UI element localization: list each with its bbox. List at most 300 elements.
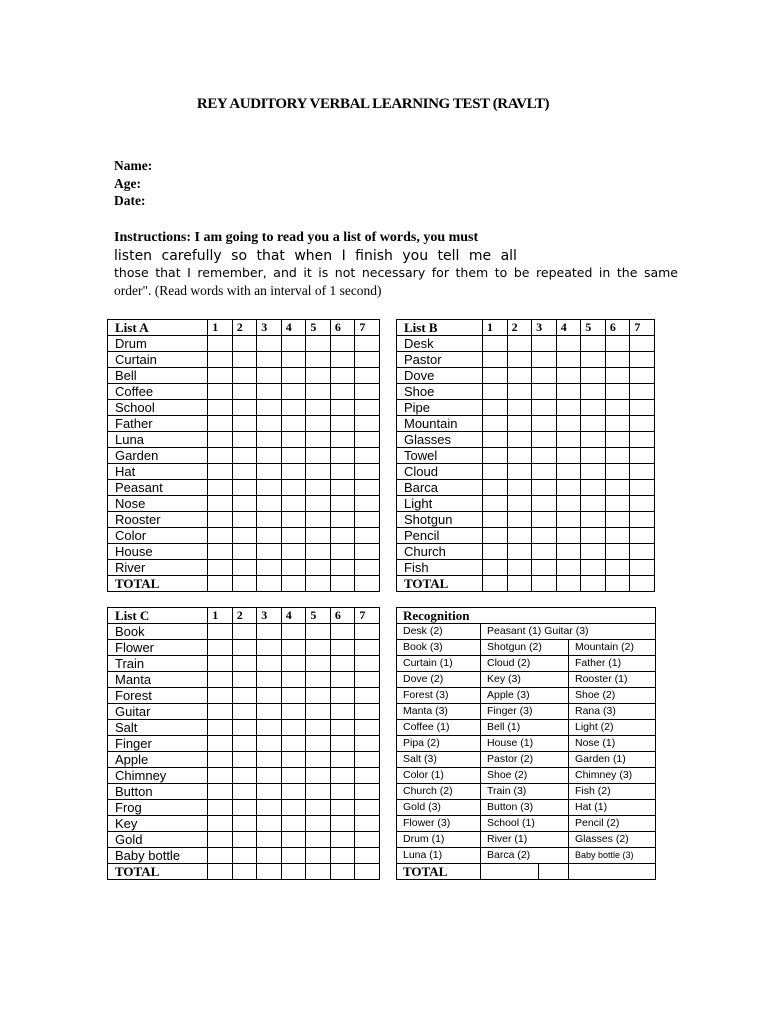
- response-cell[interactable]: [257, 464, 282, 480]
- response-cell[interactable]: [532, 384, 557, 400]
- response-cell[interactable]: [257, 832, 282, 848]
- response-cell[interactable]: [330, 528, 355, 544]
- total-cell[interactable]: [569, 864, 656, 880]
- response-cell[interactable]: [507, 528, 532, 544]
- response-cell[interactable]: [330, 672, 355, 688]
- response-cell[interactable]: [483, 512, 508, 528]
- response-cell[interactable]: [232, 368, 257, 384]
- response-cell[interactable]: [257, 560, 282, 576]
- response-cell[interactable]: [257, 384, 282, 400]
- response-cell[interactable]: [605, 416, 630, 432]
- response-cell[interactable]: [355, 368, 380, 384]
- response-cell[interactable]: [355, 640, 380, 656]
- response-cell[interactable]: [556, 480, 581, 496]
- response-cell[interactable]: [232, 768, 257, 784]
- response-cell[interactable]: [232, 352, 257, 368]
- response-cell[interactable]: [257, 768, 282, 784]
- response-cell[interactable]: [257, 480, 282, 496]
- response-cell[interactable]: [208, 400, 233, 416]
- response-cell[interactable]: [257, 336, 282, 352]
- response-cell[interactable]: [330, 848, 355, 864]
- response-cell[interactable]: [306, 464, 331, 480]
- response-cell[interactable]: [232, 688, 257, 704]
- response-cell[interactable]: [483, 496, 508, 512]
- response-cell[interactable]: [605, 384, 630, 400]
- response-cell[interactable]: [232, 784, 257, 800]
- response-cell[interactable]: [281, 560, 306, 576]
- total-cell[interactable]: [232, 576, 257, 592]
- response-cell[interactable]: [355, 800, 380, 816]
- response-cell[interactable]: [355, 768, 380, 784]
- response-cell[interactable]: [630, 544, 655, 560]
- response-cell[interactable]: [483, 528, 508, 544]
- response-cell[interactable]: [581, 480, 606, 496]
- response-cell[interactable]: [208, 368, 233, 384]
- response-cell[interactable]: [281, 688, 306, 704]
- total-cell[interactable]: [257, 864, 282, 880]
- response-cell[interactable]: [232, 496, 257, 512]
- response-cell[interactable]: [532, 368, 557, 384]
- response-cell[interactable]: [483, 400, 508, 416]
- response-cell[interactable]: [483, 448, 508, 464]
- response-cell[interactable]: [330, 624, 355, 640]
- response-cell[interactable]: [306, 624, 331, 640]
- total-cell[interactable]: [483, 576, 508, 592]
- response-cell[interactable]: [630, 384, 655, 400]
- response-cell[interactable]: [306, 480, 331, 496]
- total-cell[interactable]: [581, 576, 606, 592]
- response-cell[interactable]: [630, 432, 655, 448]
- response-cell[interactable]: [306, 800, 331, 816]
- response-cell[interactable]: [232, 336, 257, 352]
- response-cell[interactable]: [581, 560, 606, 576]
- response-cell[interactable]: [306, 752, 331, 768]
- response-cell[interactable]: [281, 512, 306, 528]
- response-cell[interactable]: [257, 688, 282, 704]
- response-cell[interactable]: [208, 560, 233, 576]
- response-cell[interactable]: [208, 704, 233, 720]
- response-cell[interactable]: [281, 624, 306, 640]
- response-cell[interactable]: [507, 480, 532, 496]
- response-cell[interactable]: [556, 336, 581, 352]
- response-cell[interactable]: [556, 544, 581, 560]
- response-cell[interactable]: [281, 496, 306, 512]
- response-cell[interactable]: [306, 704, 331, 720]
- response-cell[interactable]: [507, 352, 532, 368]
- response-cell[interactable]: [281, 736, 306, 752]
- total-cell[interactable]: [630, 576, 655, 592]
- response-cell[interactable]: [355, 528, 380, 544]
- response-cell[interactable]: [532, 528, 557, 544]
- response-cell[interactable]: [630, 400, 655, 416]
- response-cell[interactable]: [355, 544, 380, 560]
- response-cell[interactable]: [330, 560, 355, 576]
- response-cell[interactable]: [281, 480, 306, 496]
- response-cell[interactable]: [483, 368, 508, 384]
- response-cell[interactable]: [281, 368, 306, 384]
- response-cell[interactable]: [507, 384, 532, 400]
- response-cell[interactable]: [483, 560, 508, 576]
- response-cell[interactable]: [630, 464, 655, 480]
- response-cell[interactable]: [257, 528, 282, 544]
- response-cell[interactable]: [532, 400, 557, 416]
- response-cell[interactable]: [281, 832, 306, 848]
- total-cell[interactable]: [208, 576, 233, 592]
- response-cell[interactable]: [208, 528, 233, 544]
- response-cell[interactable]: [507, 464, 532, 480]
- response-cell[interactable]: [208, 848, 233, 864]
- response-cell[interactable]: [605, 400, 630, 416]
- response-cell[interactable]: [281, 768, 306, 784]
- response-cell[interactable]: [630, 528, 655, 544]
- response-cell[interactable]: [556, 416, 581, 432]
- response-cell[interactable]: [232, 416, 257, 432]
- response-cell[interactable]: [232, 624, 257, 640]
- response-cell[interactable]: [532, 512, 557, 528]
- response-cell[interactable]: [232, 848, 257, 864]
- response-cell[interactable]: [232, 816, 257, 832]
- response-cell[interactable]: [232, 448, 257, 464]
- response-cell[interactable]: [556, 464, 581, 480]
- response-cell[interactable]: [208, 624, 233, 640]
- response-cell[interactable]: [330, 688, 355, 704]
- response-cell[interactable]: [355, 384, 380, 400]
- response-cell[interactable]: [556, 528, 581, 544]
- response-cell[interactable]: [355, 656, 380, 672]
- response-cell[interactable]: [257, 704, 282, 720]
- response-cell[interactable]: [532, 560, 557, 576]
- response-cell[interactable]: [355, 464, 380, 480]
- response-cell[interactable]: [257, 416, 282, 432]
- response-cell[interactable]: [306, 448, 331, 464]
- response-cell[interactable]: [306, 848, 331, 864]
- response-cell[interactable]: [306, 512, 331, 528]
- response-cell[interactable]: [232, 672, 257, 688]
- response-cell[interactable]: [630, 448, 655, 464]
- response-cell[interactable]: [556, 448, 581, 464]
- response-cell[interactable]: [306, 368, 331, 384]
- response-cell[interactable]: [605, 528, 630, 544]
- response-cell[interactable]: [507, 400, 532, 416]
- response-cell[interactable]: [232, 544, 257, 560]
- response-cell[interactable]: [232, 560, 257, 576]
- response-cell[interactable]: [306, 768, 331, 784]
- response-cell[interactable]: [330, 448, 355, 464]
- response-cell[interactable]: [330, 336, 355, 352]
- response-cell[interactable]: [208, 544, 233, 560]
- response-cell[interactable]: [281, 544, 306, 560]
- response-cell[interactable]: [355, 832, 380, 848]
- response-cell[interactable]: [483, 464, 508, 480]
- response-cell[interactable]: [281, 720, 306, 736]
- response-cell[interactable]: [232, 736, 257, 752]
- response-cell[interactable]: [208, 352, 233, 368]
- response-cell[interactable]: [556, 400, 581, 416]
- response-cell[interactable]: [507, 368, 532, 384]
- response-cell[interactable]: [208, 432, 233, 448]
- response-cell[interactable]: [281, 528, 306, 544]
- response-cell[interactable]: [208, 832, 233, 848]
- total-cell[interactable]: [355, 576, 380, 592]
- response-cell[interactable]: [605, 512, 630, 528]
- response-cell[interactable]: [306, 720, 331, 736]
- response-cell[interactable]: [483, 416, 508, 432]
- response-cell[interactable]: [581, 416, 606, 432]
- response-cell[interactable]: [605, 352, 630, 368]
- response-cell[interactable]: [507, 448, 532, 464]
- response-cell[interactable]: [355, 672, 380, 688]
- response-cell[interactable]: [281, 640, 306, 656]
- response-cell[interactable]: [208, 464, 233, 480]
- response-cell[interactable]: [330, 704, 355, 720]
- response-cell[interactable]: [208, 752, 233, 768]
- response-cell[interactable]: [232, 720, 257, 736]
- response-cell[interactable]: [355, 736, 380, 752]
- response-cell[interactable]: [355, 752, 380, 768]
- response-cell[interactable]: [306, 496, 331, 512]
- total-cell[interactable]: [257, 576, 282, 592]
- response-cell[interactable]: [605, 464, 630, 480]
- response-cell[interactable]: [281, 800, 306, 816]
- response-cell[interactable]: [581, 544, 606, 560]
- response-cell[interactable]: [208, 800, 233, 816]
- response-cell[interactable]: [630, 512, 655, 528]
- total-cell[interactable]: [330, 576, 355, 592]
- response-cell[interactable]: [581, 448, 606, 464]
- response-cell[interactable]: [306, 784, 331, 800]
- response-cell[interactable]: [330, 640, 355, 656]
- total-cell[interactable]: [605, 576, 630, 592]
- response-cell[interactable]: [306, 656, 331, 672]
- response-cell[interactable]: [232, 464, 257, 480]
- response-cell[interactable]: [257, 432, 282, 448]
- response-cell[interactable]: [208, 816, 233, 832]
- response-cell[interactable]: [281, 336, 306, 352]
- response-cell[interactable]: [330, 368, 355, 384]
- response-cell[interactable]: [581, 384, 606, 400]
- response-cell[interactable]: [330, 512, 355, 528]
- response-cell[interactable]: [232, 528, 257, 544]
- response-cell[interactable]: [232, 432, 257, 448]
- response-cell[interactable]: [581, 336, 606, 352]
- response-cell[interactable]: [281, 416, 306, 432]
- response-cell[interactable]: [355, 480, 380, 496]
- response-cell[interactable]: [330, 752, 355, 768]
- response-cell[interactable]: [232, 656, 257, 672]
- response-cell[interactable]: [330, 768, 355, 784]
- response-cell[interactable]: [483, 432, 508, 448]
- response-cell[interactable]: [630, 336, 655, 352]
- response-cell[interactable]: [257, 448, 282, 464]
- response-cell[interactable]: [330, 784, 355, 800]
- response-cell[interactable]: [257, 736, 282, 752]
- response-cell[interactable]: [281, 784, 306, 800]
- response-cell[interactable]: [532, 336, 557, 352]
- response-cell[interactable]: [257, 544, 282, 560]
- response-cell[interactable]: [306, 432, 331, 448]
- response-cell[interactable]: [556, 496, 581, 512]
- response-cell[interactable]: [330, 816, 355, 832]
- response-cell[interactable]: [281, 848, 306, 864]
- response-cell[interactable]: [232, 480, 257, 496]
- response-cell[interactable]: [355, 352, 380, 368]
- response-cell[interactable]: [306, 352, 331, 368]
- response-cell[interactable]: [281, 656, 306, 672]
- response-cell[interactable]: [330, 432, 355, 448]
- response-cell[interactable]: [306, 384, 331, 400]
- response-cell[interactable]: [257, 400, 282, 416]
- response-cell[interactable]: [581, 368, 606, 384]
- response-cell[interactable]: [281, 816, 306, 832]
- response-cell[interactable]: [507, 496, 532, 512]
- response-cell[interactable]: [605, 560, 630, 576]
- response-cell[interactable]: [208, 768, 233, 784]
- response-cell[interactable]: [330, 832, 355, 848]
- response-cell[interactable]: [232, 752, 257, 768]
- response-cell[interactable]: [355, 432, 380, 448]
- response-cell[interactable]: [208, 736, 233, 752]
- response-cell[interactable]: [483, 336, 508, 352]
- response-cell[interactable]: [605, 496, 630, 512]
- response-cell[interactable]: [257, 368, 282, 384]
- response-cell[interactable]: [581, 528, 606, 544]
- response-cell[interactable]: [581, 512, 606, 528]
- response-cell[interactable]: [232, 384, 257, 400]
- response-cell[interactable]: [257, 352, 282, 368]
- response-cell[interactable]: [507, 336, 532, 352]
- response-cell[interactable]: [483, 384, 508, 400]
- response-cell[interactable]: [330, 496, 355, 512]
- total-cell[interactable]: [281, 864, 306, 880]
- total-cell[interactable]: [507, 576, 532, 592]
- response-cell[interactable]: [532, 480, 557, 496]
- response-cell[interactable]: [306, 688, 331, 704]
- response-cell[interactable]: [507, 432, 532, 448]
- response-cell[interactable]: [630, 352, 655, 368]
- response-cell[interactable]: [257, 720, 282, 736]
- response-cell[interactable]: [281, 672, 306, 688]
- response-cell[interactable]: [483, 480, 508, 496]
- response-cell[interactable]: [208, 480, 233, 496]
- response-cell[interactable]: [532, 352, 557, 368]
- response-cell[interactable]: [556, 352, 581, 368]
- response-cell[interactable]: [232, 704, 257, 720]
- response-cell[interactable]: [330, 400, 355, 416]
- response-cell[interactable]: [257, 784, 282, 800]
- response-cell[interactable]: [355, 336, 380, 352]
- response-cell[interactable]: [605, 336, 630, 352]
- response-cell[interactable]: [281, 752, 306, 768]
- response-cell[interactable]: [257, 656, 282, 672]
- response-cell[interactable]: [532, 416, 557, 432]
- total-cell[interactable]: [481, 864, 539, 880]
- response-cell[interactable]: [232, 832, 257, 848]
- response-cell[interactable]: [556, 512, 581, 528]
- response-cell[interactable]: [630, 480, 655, 496]
- response-cell[interactable]: [208, 640, 233, 656]
- response-cell[interactable]: [355, 720, 380, 736]
- response-cell[interactable]: [306, 560, 331, 576]
- response-cell[interactable]: [355, 688, 380, 704]
- response-cell[interactable]: [306, 672, 331, 688]
- response-cell[interactable]: [507, 512, 532, 528]
- response-cell[interactable]: [581, 400, 606, 416]
- response-cell[interactable]: [257, 496, 282, 512]
- response-cell[interactable]: [281, 352, 306, 368]
- response-cell[interactable]: [208, 416, 233, 432]
- response-cell[interactable]: [330, 384, 355, 400]
- response-cell[interactable]: [355, 816, 380, 832]
- response-cell[interactable]: [355, 448, 380, 464]
- response-cell[interactable]: [330, 464, 355, 480]
- total-cell[interactable]: [232, 864, 257, 880]
- response-cell[interactable]: [306, 416, 331, 432]
- response-cell[interactable]: [281, 400, 306, 416]
- response-cell[interactable]: [355, 704, 380, 720]
- response-cell[interactable]: [355, 848, 380, 864]
- response-cell[interactable]: [355, 512, 380, 528]
- response-cell[interactable]: [208, 448, 233, 464]
- response-cell[interactable]: [208, 512, 233, 528]
- response-cell[interactable]: [208, 784, 233, 800]
- response-cell[interactable]: [630, 368, 655, 384]
- response-cell[interactable]: [532, 496, 557, 512]
- response-cell[interactable]: [306, 528, 331, 544]
- response-cell[interactable]: [507, 560, 532, 576]
- response-cell[interactable]: [355, 784, 380, 800]
- response-cell[interactable]: [306, 736, 331, 752]
- total-cell[interactable]: [281, 576, 306, 592]
- response-cell[interactable]: [355, 496, 380, 512]
- response-cell[interactable]: [556, 368, 581, 384]
- total-cell[interactable]: [556, 576, 581, 592]
- response-cell[interactable]: [257, 800, 282, 816]
- response-cell[interactable]: [257, 672, 282, 688]
- response-cell[interactable]: [257, 848, 282, 864]
- response-cell[interactable]: [605, 448, 630, 464]
- response-cell[interactable]: [208, 496, 233, 512]
- response-cell[interactable]: [630, 496, 655, 512]
- response-cell[interactable]: [281, 464, 306, 480]
- response-cell[interactable]: [581, 464, 606, 480]
- response-cell[interactable]: [605, 432, 630, 448]
- response-cell[interactable]: [208, 672, 233, 688]
- total-cell[interactable]: [539, 864, 569, 880]
- response-cell[interactable]: [330, 720, 355, 736]
- response-cell[interactable]: [232, 512, 257, 528]
- total-cell[interactable]: [355, 864, 380, 880]
- response-cell[interactable]: [483, 352, 508, 368]
- response-cell[interactable]: [330, 544, 355, 560]
- response-cell[interactable]: [232, 800, 257, 816]
- response-cell[interactable]: [483, 544, 508, 560]
- response-cell[interactable]: [581, 352, 606, 368]
- response-cell[interactable]: [232, 640, 257, 656]
- response-cell[interactable]: [605, 544, 630, 560]
- response-cell[interactable]: [257, 752, 282, 768]
- response-cell[interactable]: [532, 432, 557, 448]
- total-cell[interactable]: [306, 864, 331, 880]
- response-cell[interactable]: [306, 640, 331, 656]
- response-cell[interactable]: [208, 384, 233, 400]
- response-cell[interactable]: [581, 496, 606, 512]
- response-cell[interactable]: [257, 512, 282, 528]
- response-cell[interactable]: [281, 448, 306, 464]
- response-cell[interactable]: [257, 640, 282, 656]
- response-cell[interactable]: [330, 736, 355, 752]
- response-cell[interactable]: [208, 688, 233, 704]
- response-cell[interactable]: [605, 480, 630, 496]
